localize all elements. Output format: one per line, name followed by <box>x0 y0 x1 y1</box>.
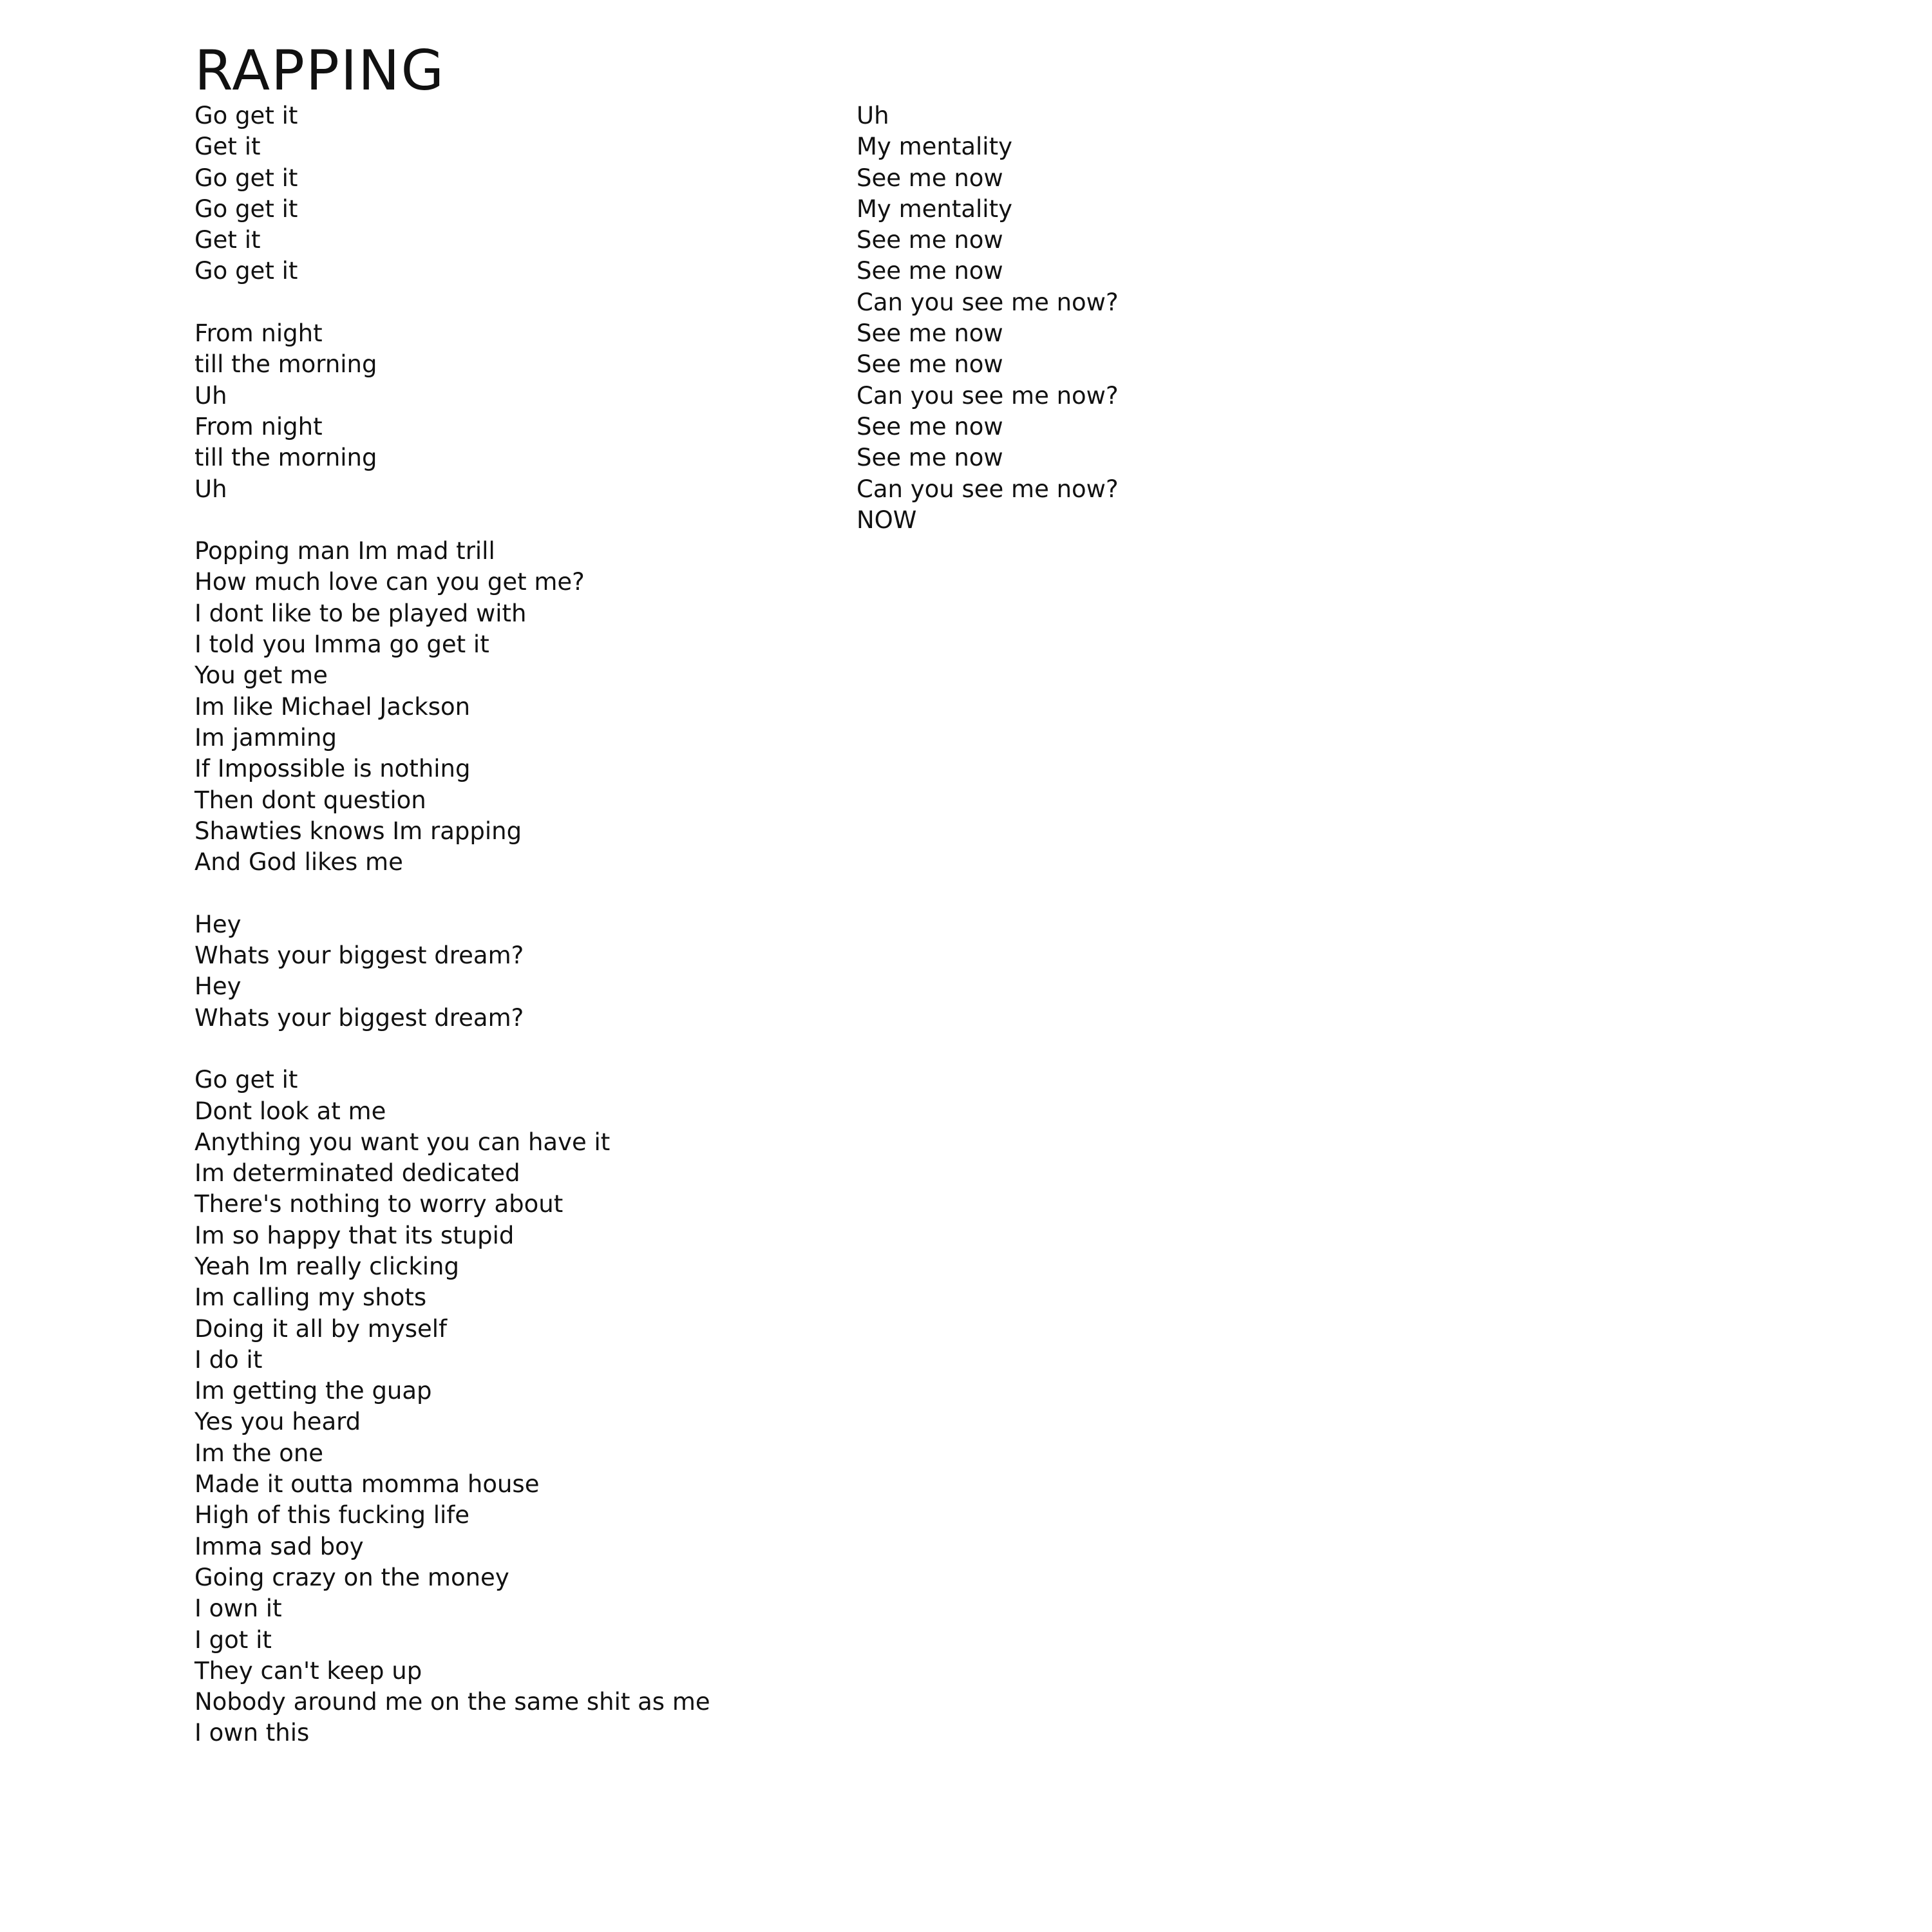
lyric-line: See me now <box>857 164 1003 192</box>
lyric-line: Uh <box>857 102 889 129</box>
lyric-line: See me now <box>857 257 1003 285</box>
lyric-line: Nobody around me on the same shit as me <box>194 1688 710 1716</box>
lyric-line: Yeah Im really clicking <box>194 1252 459 1280</box>
lyric-line: See me now <box>857 226 1003 254</box>
lyric-line: My mentality <box>857 194 1012 223</box>
lyric-line: See me now <box>857 412 1003 440</box>
lyrics-left-column <box>194 100 838 1749</box>
lyric-line: There's nothing to worry about <box>194 1190 564 1218</box>
lyric-line: If Impossible is nothing <box>194 755 471 783</box>
lyric-line: And God likes me <box>194 848 403 876</box>
lyric-line: I got it <box>194 1625 272 1654</box>
lyric-line <box>194 878 838 909</box>
lyric-line: My mentality <box>857 133 1012 161</box>
lyric-line: Go get it <box>194 164 298 192</box>
lyric-line: Then dont question <box>194 786 426 814</box>
lyric-line: See me now <box>857 350 1003 379</box>
lyric-line: They can't keep up <box>194 1656 422 1685</box>
lyric-line: Whats your biggest dream? <box>194 942 524 970</box>
lyric-line: Yes you heard <box>194 1408 361 1436</box>
lyric-line: Hey <box>194 972 242 1001</box>
lyric-line: Imma sad boy <box>194 1532 364 1560</box>
lyric-line: Go get it <box>194 1066 298 1094</box>
lyric-line: Can you see me now? <box>857 475 1119 503</box>
page-title: RAPPING <box>194 39 446 103</box>
lyric-line: Anything you want you can have it <box>194 1128 611 1156</box>
lyric-line: I own this <box>194 1719 310 1747</box>
lyric-line: Im the one <box>194 1439 324 1467</box>
lyric-line: I do it <box>194 1345 263 1374</box>
lyric-line: till the morning <box>194 444 377 472</box>
lyric-line: High of this fucking life <box>194 1501 470 1530</box>
lyric-line: Can you see me now? <box>857 381 1119 410</box>
lyric-line: From night <box>194 412 323 440</box>
lyric-line <box>194 287 838 318</box>
lyric-line: Get it <box>194 226 261 254</box>
lyric-line: Shawties knows Im rapping <box>194 817 522 845</box>
lyric-line: Go get it <box>194 102 298 129</box>
lyric-line: You get me <box>194 661 328 690</box>
lyric-line: See me now <box>857 444 1003 472</box>
lyric-line: Get it <box>194 133 261 161</box>
lyric-line: Popping man Im mad trill <box>194 537 495 565</box>
lyric-line: Doing it all by myself <box>194 1314 448 1343</box>
lyric-line: NOW <box>857 506 917 534</box>
lyric-line: I own it <box>194 1595 282 1623</box>
lyric-line: Go get it <box>194 257 298 285</box>
lyric-line: Can you see me now? <box>857 288 1119 316</box>
lyric-line: From night <box>194 319 323 348</box>
lyric-line: See me now <box>857 319 1003 348</box>
lyric-line: Uh <box>194 381 227 410</box>
lyric-line: Dont look at me <box>194 1097 386 1125</box>
lyric-line: Hey <box>194 910 242 938</box>
lyric-line: Im like Michael Jackson <box>194 692 471 721</box>
lyric-line: Go get it <box>194 194 298 223</box>
lyric-line: Uh <box>194 475 227 503</box>
lyric-line <box>194 505 838 536</box>
lyric-line: Im calling my shots <box>194 1283 427 1312</box>
lyric-line: Going crazy on the money <box>194 1563 509 1591</box>
lyric-line <box>194 1034 838 1065</box>
lyric-line: Im determinated dedicated <box>194 1159 520 1188</box>
lyrics-right-column <box>857 100 1436 536</box>
lyric-line: Im getting the guap <box>194 1377 432 1405</box>
lyric-line: I dont like to be played with <box>194 599 527 627</box>
lyric-line: How much love can you get me? <box>194 568 585 596</box>
lyric-line: Made it outta momma house <box>194 1470 540 1499</box>
lyric-line: I told you Imma go get it <box>194 630 489 659</box>
lyric-line: Im so happy that its stupid <box>194 1221 515 1249</box>
lyric-line: Whats your biggest dream? <box>194 1003 524 1032</box>
lyric-line: till the morning <box>194 350 377 379</box>
lyric-line: Im jamming <box>194 723 337 752</box>
